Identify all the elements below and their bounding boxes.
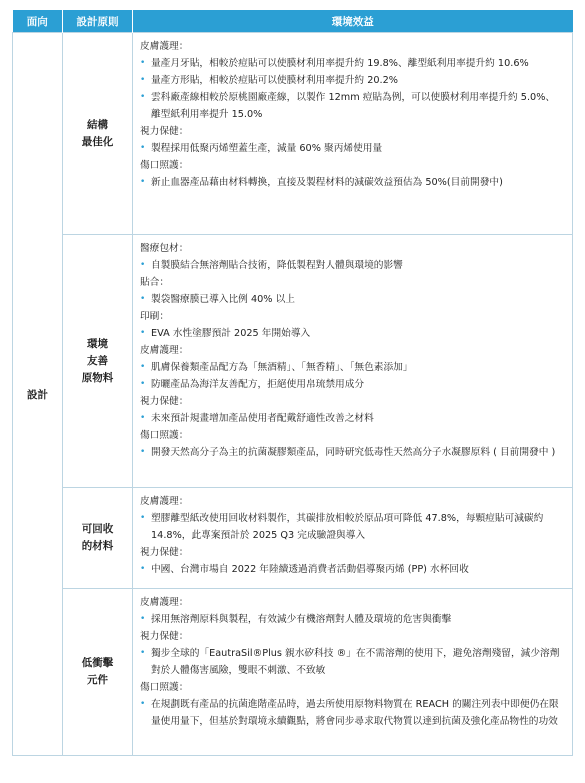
item-text: 量產月牙貼，相較於痘貼可以使膜材利用率提升約 19.8%、離型紙利用率提升約 10.6% [151,58,529,69]
bullet-icon: • [140,413,146,423]
principle-line: 原物料 [81,371,114,384]
bullet-icon: • [140,75,146,85]
item-text: 新止血器產品藉由材料轉換，直接及製程材料的減碳效益預估為 50%(目前開發中) [151,177,503,188]
bullet-icon: • [140,294,146,304]
category-label: 視力保健： [140,126,189,137]
principle-cell [63,589,133,756]
principle-line: 環境 [87,337,108,350]
principle-line: 最佳化 [81,135,114,148]
item-text: 獨步全球的「EautraSil®Plus 親水矽科技 ®」在不需溶劑的使用下，避免溶劑殘留，減少溶劑對於人體傷害風險，雙眼不刺激、不致敏 [151,648,560,676]
table-row [13,33,573,235]
list-item [140,325,564,342]
list-item [140,696,564,730]
list-item [140,561,564,578]
list-item [140,140,564,157]
principle-line: 的材料 [81,540,114,552]
table-row [13,589,573,756]
bullet-icon: • [140,447,146,457]
effects-cell [133,488,573,589]
list-item [140,510,564,544]
list-item [140,444,564,461]
principle-cell [63,235,133,488]
effects-cell [133,235,573,488]
item-text: 塑膠離型紙改使用回收材料製作，其碳排放相較於原品項可降低 47.8%，每顆痘貼可減碳約 14.8%，此專案預計於 2025 Q3 完成驗證與導入 [151,513,544,541]
list-item [140,89,564,123]
bullet-icon: • [140,328,146,338]
bullet-icon: • [140,143,146,153]
category-label: 皮膚護理： [140,41,189,52]
category-label: 視力保健： [140,631,189,642]
bullet-icon: • [140,58,146,68]
list-item [140,410,564,427]
item-text: 開發天然高分子為主的抗菌凝膠類產品，同時研究低毒性天然高分子水凝膠原料 ( 目前開發中 ) [151,447,556,458]
area-cell: 設計 [13,33,63,756]
bullet-icon: • [140,564,146,574]
category-label: 皮膚護理： [140,345,189,356]
category-label: 皮膚護理： [140,597,189,608]
category-label: 傷口照護： [140,160,189,171]
environmental-benefits-table [12,10,573,756]
principle-line: 友善 [87,354,108,367]
principle-cell [63,488,133,589]
bullet-icon: • [140,513,146,523]
bullet-icon: • [140,699,146,709]
table-row [13,488,573,589]
bullet-icon: • [140,177,146,187]
item-text: 在規劃既有產品的抗菌進階產品時，過去所使用原物料物質在 REACH 的關注列表中即便仍在限量使用量下，但基於對環境永續觀點，將會同步尋求取代物質以達到抗菌及強化產品物性的功效 [151,699,559,727]
list-item [140,611,564,628]
list-item [140,291,564,308]
list-item [140,72,564,89]
bullet-icon: • [140,362,146,372]
item-text: 量產方形貼，相較於痘貼可以使膜材利用率提升約 20.2% [151,75,398,86]
category-label: 視力保健： [140,547,189,558]
item-text: 採用無溶劑原料與製程，有效減少有機溶劑對人體及環境的危害與衝擊 [151,614,452,625]
item-text: 未來預計規畫增加產品使用者配戴舒適性改善之材料 [151,413,374,424]
bullet-icon: • [140,260,146,270]
list-item [140,376,564,393]
category-label: 醫療包材： [140,243,189,254]
category-label: 視力保健： [140,396,189,407]
list-item [140,359,564,376]
item-text: 雲科廠產線相較於原桃園廠產線，以製作 12mm 痘貼為例，可以使膜材利用率提升約 5.0%、離型紙利用率提升 15.0% [151,92,556,120]
list-item [140,645,564,679]
bullet-icon: • [140,648,146,658]
bullet-icon: • [140,92,146,102]
list-item [140,174,564,191]
item-text: 中國、台灣市場自 2022 年陸續透過消費者活動倡導聚丙烯 (PP) 水杯回收 [151,564,469,575]
item-text: 肌膚保養類產品配方為「無酒精」、「無香精」、「無色素添加」 [151,362,413,373]
category-label: 印刷： [140,311,170,322]
bullet-icon: • [140,379,146,389]
principle-line: 結構 [87,118,108,131]
header-row [13,10,573,33]
item-text: 製袋醫療膜已導入比例 40% 以上 [151,294,295,305]
effects-cell [133,589,573,756]
category-label: 傷口照護： [140,682,189,693]
principle-line: 低衝擊 [81,657,114,669]
item-text: 自製膜結合無溶劑貼合技術，降低製程對人體與環境的影響 [151,260,403,271]
item-text: 製程採用低聚丙烯塑蓋生產，減量 60% 聚丙烯使用量 [151,143,383,154]
principle-line: 元件 [87,674,108,686]
principle-cell [63,33,133,235]
list-item [140,257,564,274]
category-label: 貼合： [140,277,170,288]
header-area: 面向 [13,10,63,33]
principle-line: 可回收 [81,523,114,535]
header-principle: 設計原則 [63,10,133,33]
item-text: EVA 水性塗膠預計 2025 年開始導入 [151,328,311,339]
effects-cell [133,33,573,235]
list-item [140,55,564,72]
table-row [13,235,573,488]
item-text: 防曬產品為海洋友善配方，拒絕使用帛琉禁用成分 [151,379,365,390]
bullet-icon: • [140,614,146,624]
category-label: 皮膚護理： [140,496,189,507]
category-label: 傷口照護： [140,430,189,441]
header-benefit: 環境效益 [133,10,573,33]
